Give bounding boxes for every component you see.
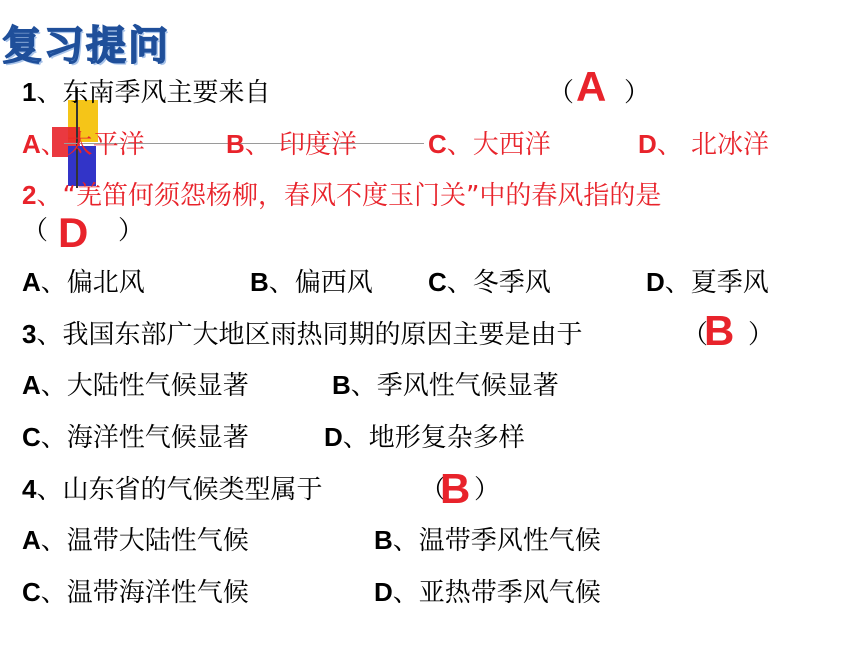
question-2-option-b: B、偏西风: [250, 267, 373, 298]
question-1: 1、东南季风主要来自: [22, 77, 271, 108]
question-3-answer: B: [704, 307, 735, 354]
question-3-option-d: D、地形复杂多样: [324, 422, 525, 453]
question-2-text: 、“羌笛何须怨杨柳，春风不度玉门关”中的春风指的是: [36, 181, 662, 211]
question-3-option-b: B、季风性气候显著: [332, 370, 559, 401]
question-1-text: 、东南季风主要来自: [36, 78, 271, 108]
question-1-option-a: A、太平洋: [22, 129, 145, 160]
question-2-option-d: D、夏季风: [646, 267, 769, 298]
question-3-text: 、我国东部广大地区雨热同期的原因主要是由于: [36, 320, 583, 350]
question-4-answer: B: [440, 465, 471, 512]
question-1-answer: A: [576, 63, 607, 110]
question-4-text: 、山东省的气候类型属于: [36, 475, 323, 505]
question-4-option-d: D、亚热带季风气候: [374, 577, 601, 608]
question-4-option-a: A、温带大陆性气候: [22, 525, 249, 556]
question-2-option-c: C、冬季风: [428, 267, 551, 298]
question-1-option-d: D、 北冰洋: [638, 129, 770, 160]
question-1-option-b: B、 印度洋: [226, 129, 358, 160]
question-3-option-c: C、海洋性气候显著: [22, 422, 249, 453]
question-2-answer: D: [58, 209, 89, 256]
question-2: 2、“羌笛何须怨杨柳，春风不度玉门关”中的春风指的是: [22, 180, 662, 211]
question-1-option-c: C、大西洋: [428, 129, 551, 160]
question-2-option-a: A、偏北风: [22, 267, 145, 298]
question-4: 4、山东省的气候类型属于: [22, 474, 323, 505]
slide-title: 复习提问: [2, 23, 170, 69]
question-4-option-c: C、温带海洋性气候: [22, 577, 249, 608]
question-4-option-b: B、温带季风性气候: [374, 525, 601, 556]
question-3: 3、我国东部广大地区雨热同期的原因主要是由于: [22, 319, 583, 350]
question-3-option-a: A、大陆性气候显著: [22, 370, 249, 401]
